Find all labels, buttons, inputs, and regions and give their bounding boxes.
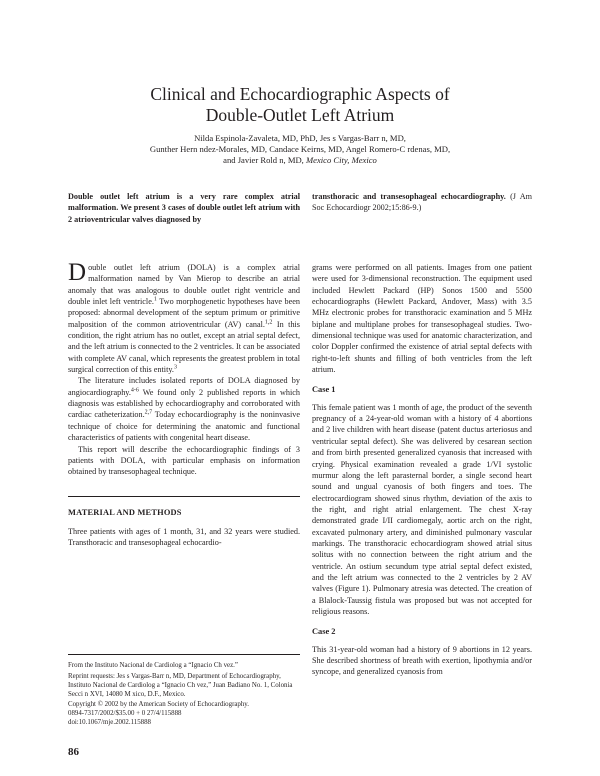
left-column: [68, 259, 300, 549]
page-number: 86: [68, 746, 79, 758]
section-heading-methods: MATERIAL AND METHODS: [68, 507, 182, 517]
intro-paragraph-1: [68, 259, 300, 375]
abstract-right: [312, 191, 532, 214]
intro-p1-text-a: ouble outlet left atrium (DOLA) is a complex atrial malformation named by Van Mierop to describe an atrial anomaly that was analogous to double outlet right ventricle and double inlet left ventricle.: [68, 263, 300, 307]
intro-p2-text-b: We found only 2 published reports in which diagnosis was established by echocardiography and corroborated with cardiac catheterization.: [68, 387, 300, 420]
footnote-copyright: Copyright © 2002 by the American Society of Echocardiography.: [68, 701, 250, 709]
authors-line-3: [60, 155, 540, 166]
authors-line-3-names: and Javier Rold n, MD,: [223, 155, 304, 166]
abstract-right-text: transthoracic and transesophageal echocardiography.: [312, 192, 506, 201]
footnotes: [68, 661, 300, 727]
abstract-left: Double outlet left atrium is a very rare complex atrial malformation. We present 3 cases of double outlet left atrium with 2 atrioventricular valves diagnosed by: [68, 192, 300, 224]
case-2-heading: Case 2: [312, 627, 336, 637]
journal-citation: (J Am Soc Echocardiogr 2002;15:86-9.): [312, 192, 533, 213]
section-rule: [68, 496, 300, 497]
author-list: [60, 133, 540, 167]
ref-superscript: 2,7: [144, 409, 153, 416]
case-2-paragraph: This 31-year-old woman had a history of 9 abortions in 12 years. She described shortness of breath with exertion, lipothymia and/or syncope, and generalized cyanosis from: [312, 644, 532, 677]
intro-p1-text-c: In this condition, the right atrium has no outlet, except an atrial septal defect, and the left atrium is connected to the 2 ventricles. It can be associated with complete AV canal, which represents the greatest problem in total surgical correction of this entity.: [68, 319, 300, 375]
intro-paragraph-2: [68, 375, 300, 443]
authors-line-2: Gunther Hern ndez-Morales, MD, Candace Keirns, MD, Angel Romero-C rdenas, MD,: [149, 144, 451, 155]
title-line-2: Double-Outlet Left Atrium: [205, 105, 395, 125]
right-column: [312, 262, 532, 678]
title-line-1: Clinical and Echocardiographic Aspects of: [150, 84, 450, 104]
article-title: [60, 84, 540, 126]
case-1-heading: Case 1: [312, 385, 336, 395]
footnote-doi: doi:10.1067/mje.2002.115888: [68, 719, 152, 727]
intro-p2-text-c: Today echocardiography is the noninvasive technique of choice for determining the anatomic and functional characteristics of patients with congenital heart disease.: [68, 410, 300, 443]
case-1-paragraph: This female patient was 1 month of age, the product of the seventh pregnancy of a 24-year-old woman with a history of 4 abortions and 2 live children with heart disease (patent ductus arteriosus and ventricular septal defect). She was delivered by cesarean section and from birth presented generalized cyanosis that increased with crying. Physical examination revealed a grade 1/VI systolic murmur along the left parasternal border, a single second heart sound and ungual cyanosis of both fingers and toes. The electrocardiogram showed sinus rhythm, deviation of the axis to the right, and right atrial enlargement. The chest X-ray demonstrated grade I/II cardiomegaly, aortic arch on the right, excavated pulmonary artery, and diminished pulmonary vascular markings. The transthoracic echocardiogram showed atrial situs solitus with no connection between the right atrium and the ventricle. An ostium secundum type atrial septal defect existed, and the left atrium was connected to the 2 ventricles by 2 AV valves (Figure 1). Pulmonary atresia was detected. The creation of a Blalock-Taussig fistula was proposed but was not accepted for religious reasons.: [312, 402, 532, 616]
ref-superscript: 1: [153, 296, 157, 303]
footnote-rule: [68, 654, 300, 655]
footnote-reprint: Reprint requests: Jes s Vargas-Barr n, MD, Department of Echocardiography, Instituto Nacional de Cardiolog a “Ignacio Ch vez,” Juan Badiano No. 1, Colonia Secci n XVI, 14080 M xico, D.F., Mexico.: [68, 672, 293, 698]
ref-superscript: 3: [173, 364, 177, 371]
ref-superscript: 4-6: [130, 387, 139, 394]
drop-cap: D: [68, 259, 87, 286]
authors-line-1: Nilda Espinola-Zavaleta, MD, PhD, Jes s Vargas-Barr n, MD,: [194, 133, 406, 143]
intro-paragraph-3: This report will describe the echocardiographic findings of 3 patients with DOLA, with particular emphasis on information obtained by transesophageal technique.: [68, 444, 300, 477]
intro-p1-text-b: Two morphogenetic hypotheses have been proposed: abnormal development of the septum primum or primitive malposition of the common atrioventricular (AV) canal.: [68, 297, 300, 329]
methods-paragraph: Three patients with ages of 1 month, 31, and 32 years were studied. Transthoracic and transesophageal echocardio-: [68, 526, 300, 548]
footnote-affiliation: From the Instituto Nacional de Cardiolog a “Ignacio Ch vez.”: [68, 662, 238, 669]
ref-superscript: 1,2: [264, 318, 273, 325]
author-location: Mexico City, Mexico: [305, 155, 377, 166]
methods-continued-paragraph: grams were performed on all patients. Images from one patient were used for 3-dimensional reconstruction. The equipment used included Hewlett Packard (HP) Sonos 1500 and 5500 echocardiographs (Hewlett Packard, Andover, Mass) with 3.5 MHz electronic probes for transthoracic examination and 5 MHz biplane and multiplane probes for transesophageal studies. Two-dimensional technique was used for anatomic characterization, and color Doppler confirmed the existence of atrial septal defects with right-to-left shunts and filling of both ventricles from the left atrium.: [312, 263, 532, 375]
intro-p2-text-a: The literature includes isolated reports of DOLA diagnosed by angiocardiography.: [68, 376, 300, 397]
footnote-issn: 0894-7317/2002/$35.00 + 0 27/4/115888: [68, 710, 182, 718]
